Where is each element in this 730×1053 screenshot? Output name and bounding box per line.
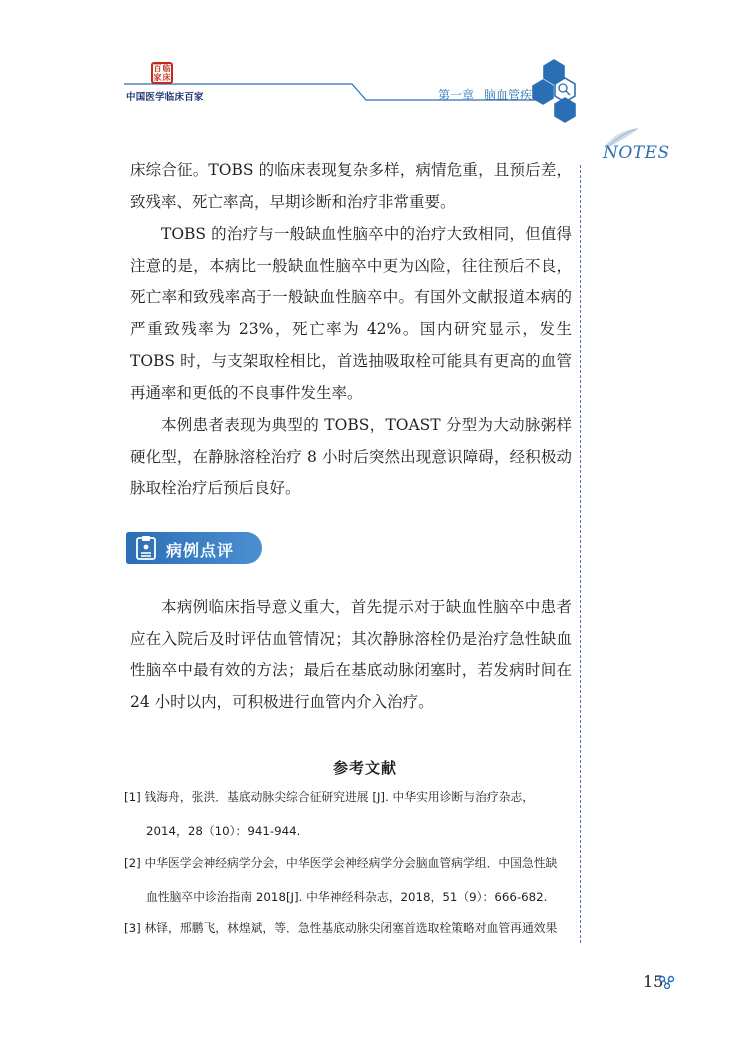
reference-line: [1] 钱海舟，张洪．基底动脉尖综合征研究进展 [J]. 中华实用诊断与治疗杂志，: [124, 790, 535, 804]
publisher-seal: [151, 62, 173, 84]
reference-line: [2] 中华医学会神经病学分会，中华医学会神经病学分会脑血管病学组．中国急性缺: [124, 856, 558, 870]
section-title: 病例点评: [166, 541, 235, 560]
notes-margin-rule: [580, 165, 581, 943]
reference-item: [124, 780, 578, 848]
seal-char: 家: [153, 73, 162, 82]
seal-char: 百: [153, 64, 162, 73]
page-header: [0, 0, 730, 130]
molecule-icon: [658, 975, 676, 989]
notes-label: NOTES: [603, 143, 670, 163]
section-banner: [126, 530, 262, 566]
reference-item: [124, 846, 578, 914]
body-paragraph: 本例患者表现为典型的 TOBS，TOAST 分型为大动脉粥样硬化型，在静脉溶栓治疗 8 小时后突然出现意识障碍，经积极动脉取栓治疗后预后良好。: [130, 416, 572, 498]
body-paragraph: TOBS 的治疗与一般缺血性脑卒中的治疗大致相同，但值得注意的是，本病比一般缺血性脑卒中更为凶险，往往预后不良，死亡率和致残率高于一般缺血性脑卒中。有国外文献报道本病的严重致残率为 23%，死亡率为 42%。国内研究显示，发生 TOBS 时，与支架取栓相比，首选抽吸取栓可能具有更高的血管再通率和更低的不良事件发生率。: [130, 225, 572, 402]
chapter-title: 脑血管疾病: [484, 88, 545, 102]
seal-char: 床: [162, 73, 171, 82]
seal-char: 临: [162, 64, 171, 73]
commentary-paragraph: 本病例临床指导意义重大，首先提示对于缺血性脑卒中患者应在入院后及时评估血管情况；其次静脉溶栓仍是治疗急性缺血性脑卒中最有效的方法；最后在基底动脉闭塞时，若发病时间在 24 小时以内，可积极进行血管内介入治疗。: [130, 598, 572, 712]
clipboard-icon: [132, 534, 160, 562]
brand-name: 中国医学临床百家: [126, 92, 204, 103]
chapter-number: 第一章: [438, 88, 475, 102]
body-paragraph: 床综合征。TOBS 的临床表现复杂多样，病情危重，且预后差，致残率、死亡率高，早期诊断和治疗非常重要。: [130, 161, 572, 211]
reference-item: [124, 911, 578, 945]
header-rule: [0, 0, 730, 130]
reference-line: 2014，28（10）：941-944.: [146, 824, 301, 838]
page-number: 15: [643, 972, 664, 991]
references-title: 参考文献: [332, 759, 397, 777]
reference-line: [3] 林铎，邢鹏飞，林煌斌，等．急性基底动脉尖闭塞首选取栓策略对血管再通效果: [124, 921, 558, 935]
chapter-heading: [438, 86, 544, 103]
reference-line: 血性脑卒中诊治指南 2018[J]. 中华神经科杂志，2018，51（9）：666-682.: [146, 890, 548, 904]
